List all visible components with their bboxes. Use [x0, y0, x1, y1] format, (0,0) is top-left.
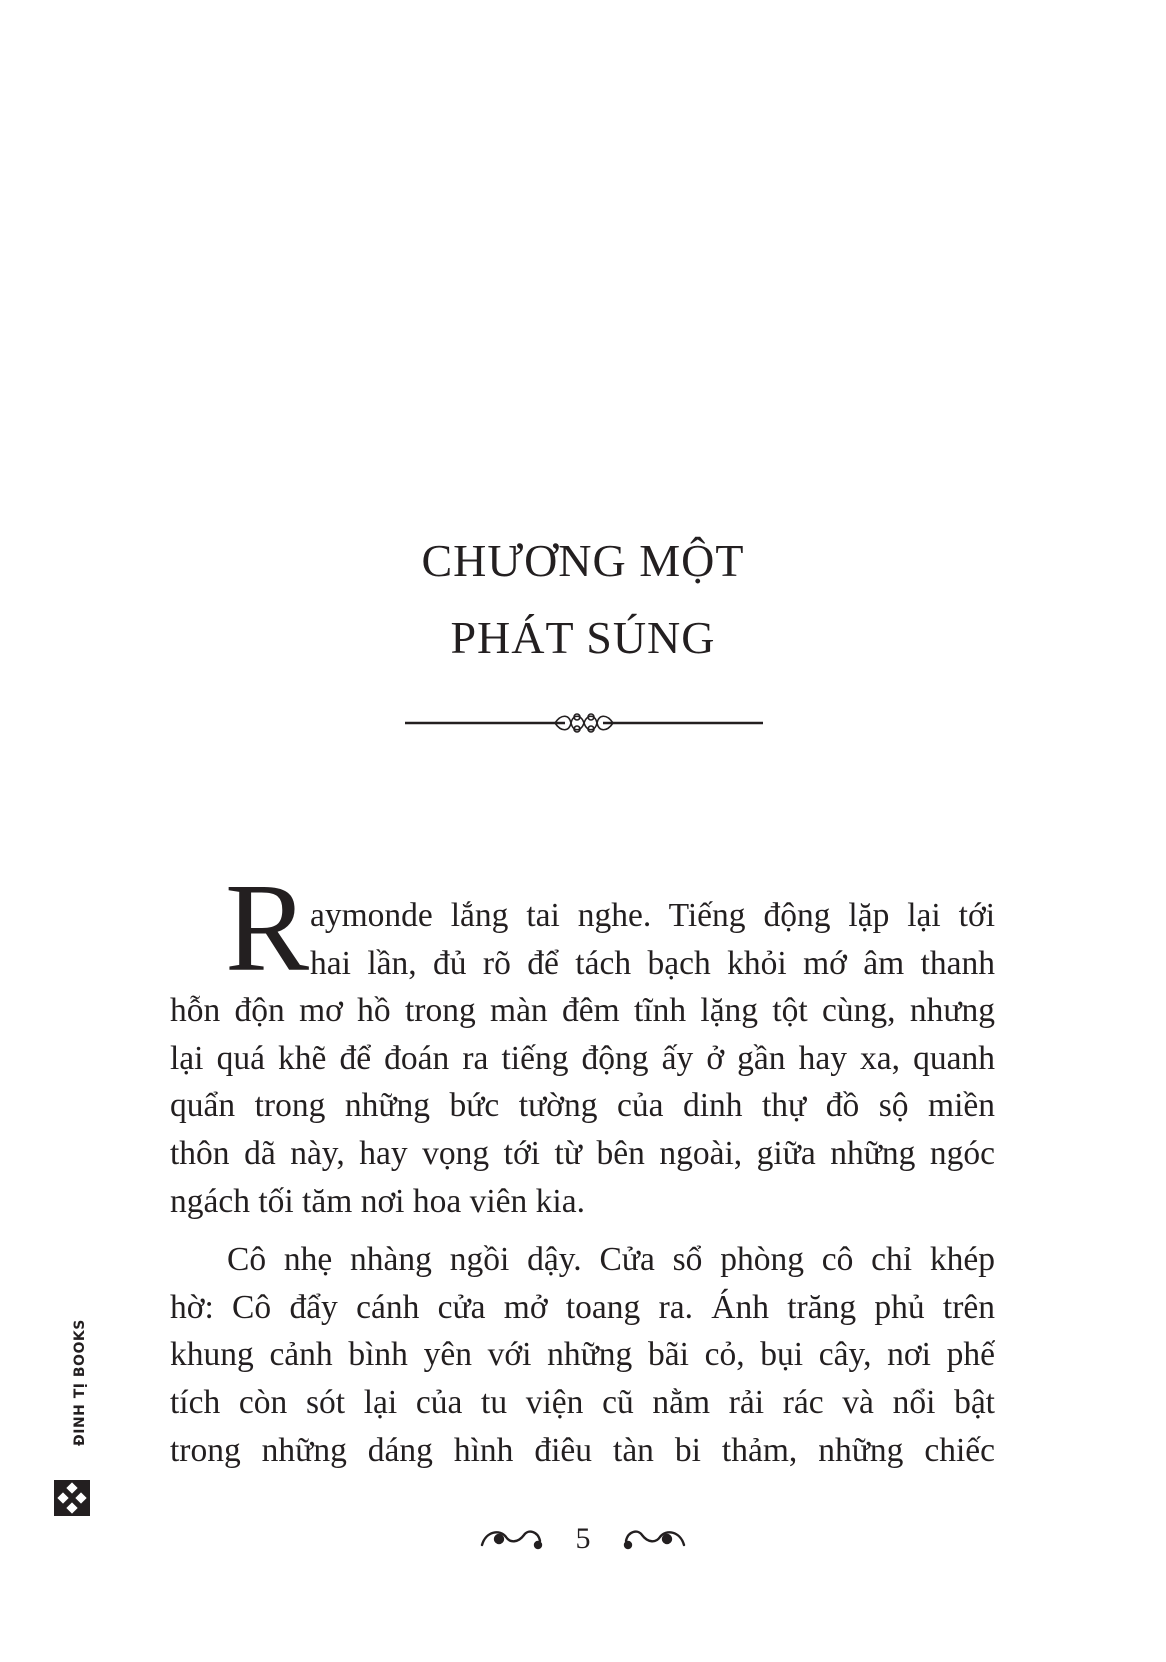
text-line: Cô nhẹ nhàng ngồi dậy. Cửa sổ phòng cô chỉ khép — [227, 1241, 995, 1279]
ornamental-divider — [405, 708, 763, 738]
folio-ornament-right-icon — [625, 1532, 684, 1548]
text-line: ngách tối tăm nơi hoa viên kia. — [170, 1182, 585, 1220]
text-line: lại quá khẽ để đoán ra tiếng động ấy ở gần hay xa, quanh — [170, 1039, 995, 1077]
dinh-ti-logo-icon — [54, 1480, 90, 1516]
paragraph-gap — [170, 1225, 995, 1236]
chapter-label: CHƯƠNG MỘT — [421, 535, 745, 586]
text-line: hỗn độn mơ hồ trong màn đêm tĩnh lặng tột cùng, nhưng — [170, 992, 995, 1030]
text-line: khung cảnh bình yên với những bãi cỏ, bụi cây, nơi phế — [170, 1336, 995, 1374]
page-number: 5 — [575, 1522, 591, 1555]
text-line: aymonde lắng tai nghe. Tiếng động lặp lại tới — [310, 897, 995, 934]
text-line: trong những dáng hình điêu tàn bi thảm, những chiếc — [170, 1431, 995, 1469]
body-text — [170, 892, 995, 1474]
folio-ornament-left-icon — [482, 1532, 541, 1548]
text-line: thôn dã này, hay vọng tới từ bên ngoài, giữa những ngóc — [170, 1134, 995, 1172]
text-line: quẩn trong những bức tường của dinh thự đồ sộ miền — [170, 1087, 995, 1125]
chapter-title: PHÁT SÚNG — [450, 612, 716, 663]
text-line: hờ: Cô đẩy cánh cửa mở toang ra. Ánh trăng phủ trên — [170, 1288, 995, 1326]
text-line: tích còn sót lại của tu viện cũ nằm rải rác và nổi bật — [170, 1383, 995, 1421]
drop-cap: R — [225, 859, 310, 998]
text-line: hai lần, đủ rõ để tách bạch khỏi mớ âm thanh — [310, 944, 995, 982]
publisher-name: ĐINH TỊ BOOKS — [72, 1319, 88, 1446]
